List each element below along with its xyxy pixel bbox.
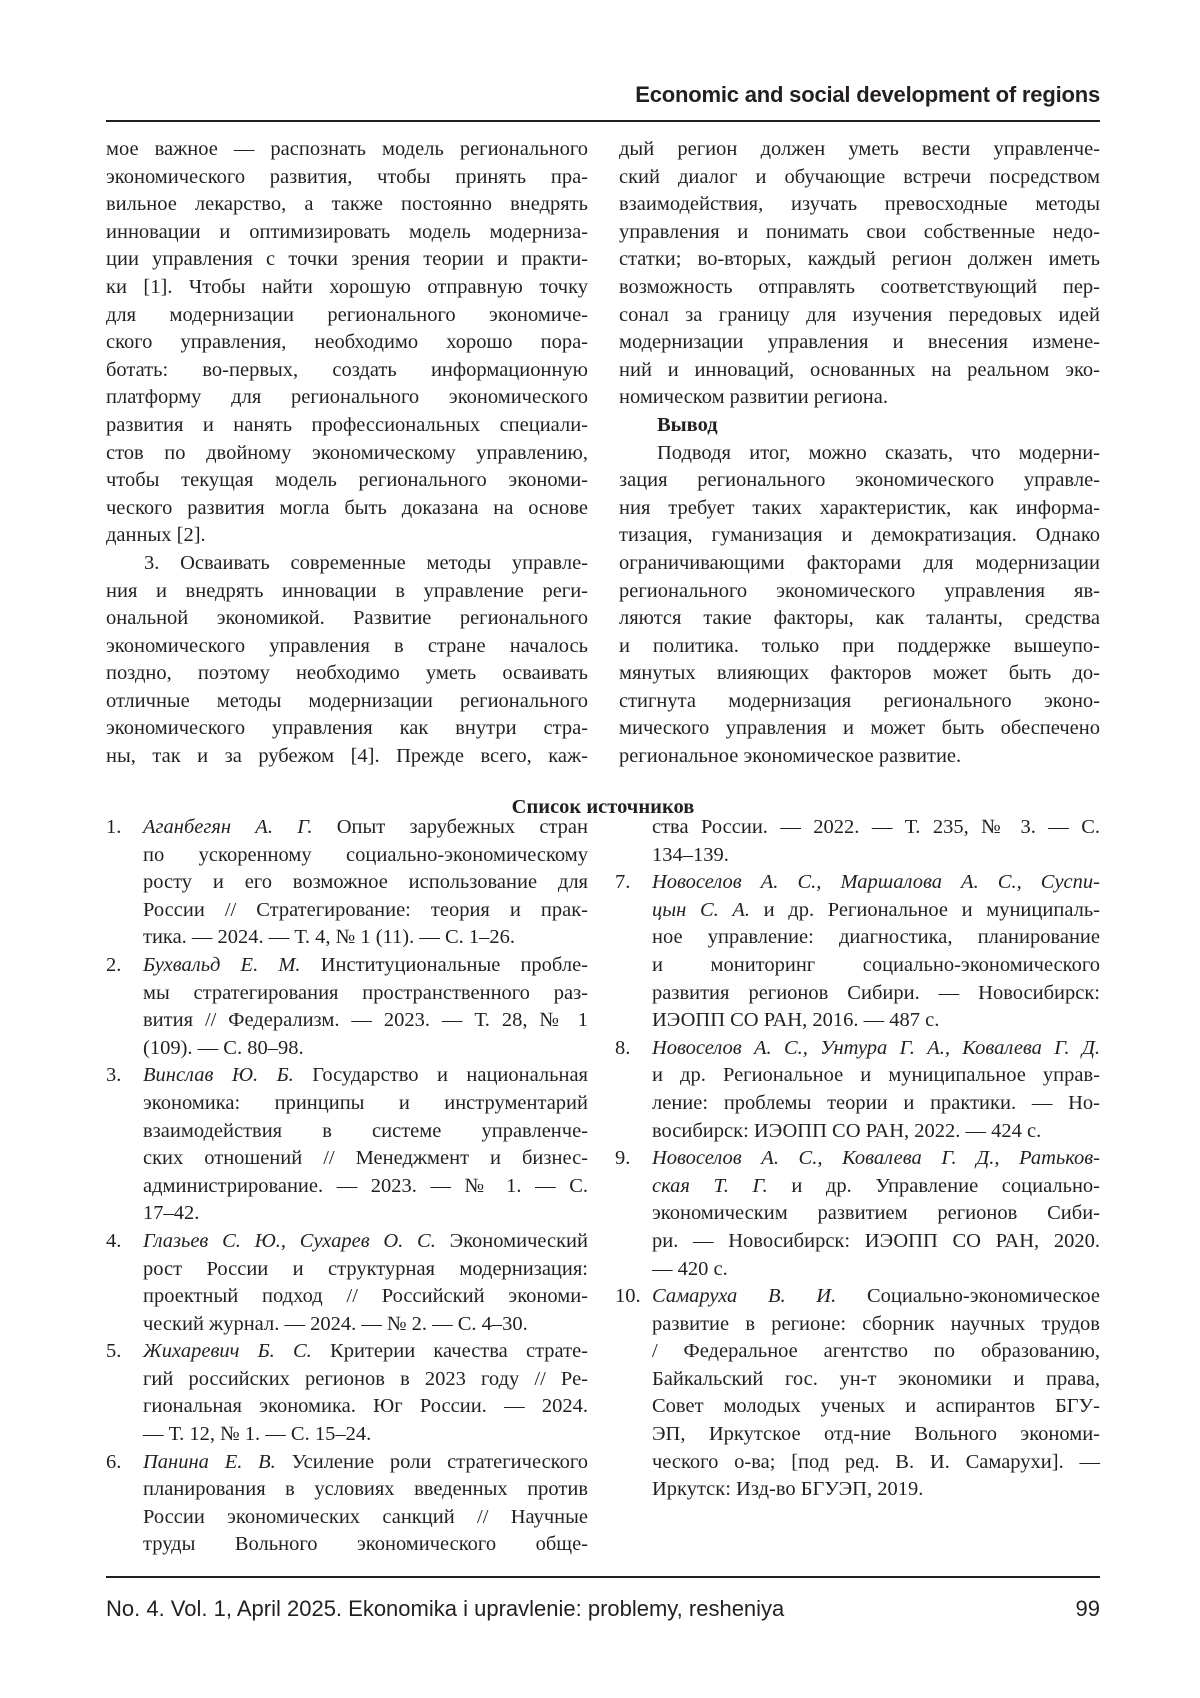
line-text: экономическим развитием регионов Сиби- — [652, 1202, 1100, 1224]
line-text: планирования в условиях введенных против — [143, 1478, 588, 1500]
reference-item — [615, 1283, 1100, 1504]
reference-number: 10. — [615, 1283, 641, 1311]
reference-authors: Винслав Ю. Б. — [143, 1064, 294, 1086]
line-text: стов по двойному экономическому управлению, — [106, 442, 588, 464]
text-line — [143, 814, 588, 842]
text-line — [106, 495, 588, 523]
text-line — [652, 1090, 1100, 1118]
reference-number: 8. — [615, 1035, 630, 1063]
line-text: ский диалог и обучающие встречи посредством — [619, 166, 1100, 188]
line-text: дый регион должен уметь вести управленче- — [619, 138, 1100, 160]
text-line — [652, 1145, 1100, 1173]
line-text: труды Вольного экономического обще- — [143, 1533, 588, 1555]
text-line — [619, 329, 1100, 357]
text-line — [106, 164, 588, 192]
text-line — [143, 1338, 588, 1366]
reference-authors: Жихаревич Б. С. — [143, 1340, 312, 1362]
text-line — [652, 869, 1100, 897]
line-text: инновации и оптимизировать модель модерниза- — [106, 221, 588, 243]
text-line — [106, 550, 588, 578]
line-text: гиональная экономика. Юг России. — 2024. — [143, 1395, 588, 1417]
text-line — [143, 980, 588, 1008]
reference-number: 6. — [106, 1449, 121, 1477]
line-text: гий российских регионов в 2023 году // Ре- — [143, 1368, 588, 1390]
line-text: Институциональные пробле- — [301, 954, 588, 976]
text-line — [652, 1311, 1100, 1339]
text-line — [106, 384, 588, 412]
text-line — [143, 869, 588, 897]
text-line — [143, 1200, 588, 1228]
line-text: росту и его возможное использование для — [143, 871, 588, 893]
text-line — [619, 357, 1100, 385]
line-text: рост России и структурная модернизация: — [143, 1258, 588, 1280]
references-right-column — [615, 814, 1100, 1504]
text-line — [143, 1145, 588, 1173]
text-line — [619, 219, 1100, 247]
line-text: ского управления, необходимо хорошо пора- — [106, 331, 588, 353]
text-line — [619, 467, 1100, 495]
reference-authors: Новоселов А. С., Унтура Г. А., Ковалева Г. Д. — [652, 1037, 1100, 1059]
text-line — [143, 1228, 588, 1256]
line-text: ческого о-ва; [под ред. В. И. Самарухи]. — — [652, 1451, 1100, 1473]
reference-number: 4. — [106, 1228, 121, 1256]
line-text: ограничивающими факторами для модернизации — [619, 552, 1100, 574]
line-text: региональное экономическое развитие. — [619, 745, 961, 767]
text-line — [619, 274, 1100, 302]
text-line — [106, 302, 588, 330]
line-text: и др. Региональное и муниципаль- — [750, 899, 1100, 921]
reference-authors: Бухвальд Е. М. — [143, 954, 301, 976]
line-text: ИЭОПП СО РАН, 2016. — 487 с. — [652, 1009, 939, 1031]
line-text: отличные методы модернизации регионального — [106, 690, 588, 712]
line-text: поздно, поэтому необходимо уметь осваивать — [106, 662, 588, 684]
line-text: 3. Осваивать современные методы управле- — [144, 552, 588, 574]
reference-number: 5. — [106, 1338, 121, 1366]
line-text: модернизации управления и внесения измене- — [619, 331, 1100, 353]
text-line — [143, 1311, 588, 1339]
line-text: ри. — Новосибирск: ИЭОПП СО РАН, 2020. — [652, 1230, 1100, 1252]
line-text: Социально-экономическое — [836, 1285, 1100, 1307]
page-number: 99 — [1076, 1596, 1100, 1622]
reference-item — [615, 869, 1100, 1035]
line-text: ботать: во-первых, создать информационную — [106, 359, 588, 381]
line-text: ление: проблемы теории и практики. — Но- — [652, 1092, 1100, 1114]
text-line — [106, 605, 588, 633]
line-text: номическом развитии региона. — [619, 386, 888, 408]
line-text: взаимодействия в системе управленче- — [143, 1120, 588, 1142]
line-text: зация регионального экономического управле- — [619, 469, 1100, 491]
text-line — [106, 191, 588, 219]
line-text: и мониторинг социально-экономического — [652, 954, 1100, 976]
text-line — [652, 1421, 1100, 1449]
text-line — [143, 842, 588, 870]
running-header: Economic and social development of regions — [635, 82, 1100, 108]
line-text: ческий журнал. — 2024. — № 2. — С. 4–30. — [143, 1313, 528, 1335]
line-text: регионального экономического управления яв- — [619, 580, 1100, 602]
line-text: экономического управления как внутри стра- — [106, 717, 588, 739]
text-line — [143, 1366, 588, 1394]
text-line — [106, 136, 588, 164]
text-line — [143, 1504, 588, 1532]
line-text: Иркутск: Изд-во БГУЭП, 2019. — [652, 1478, 923, 1500]
line-text: статки; во-вторых, каждый регион должен иметь — [619, 248, 1100, 270]
line-text: Совет молодых ученых и аспирантов БГУ- — [652, 1395, 1100, 1417]
line-text: развитие в регионе: сборник научных трудов — [652, 1313, 1100, 1335]
line-text: экономика: принципы и инструментарий — [143, 1092, 588, 1114]
text-line — [652, 1007, 1100, 1035]
line-text: / Федеральное агентство по образованию, — [652, 1340, 1100, 1362]
body-left-column — [106, 136, 588, 771]
text-line — [652, 1393, 1100, 1421]
line-text: по ускоренному социально-экономическому — [143, 844, 588, 866]
text-line — [619, 688, 1100, 716]
text-line — [106, 219, 588, 247]
line-text: сонал за границу для изучения передовых идей — [619, 304, 1100, 326]
line-text: ских отношений // Менеджмент и бизнес- — [143, 1147, 588, 1169]
text-line — [652, 1256, 1100, 1284]
line-text: ний и инноваций, основанных на реальном эко- — [619, 359, 1100, 381]
text-line — [106, 467, 588, 495]
reference-authors: Аганбегян А. Г. — [143, 816, 312, 838]
text-line — [143, 1256, 588, 1284]
line-text: управления и понимать свои собственные недо- — [619, 221, 1100, 243]
line-text: — Т. 12, № 1. — С. 15–24. — [143, 1423, 371, 1445]
line-text: 134–139. — [652, 844, 729, 866]
line-text: экономического управления в стране началось — [106, 635, 588, 657]
body-right-column — [619, 136, 1100, 771]
text-line — [143, 924, 588, 952]
text-line — [652, 1200, 1100, 1228]
text-line — [106, 329, 588, 357]
text-line — [106, 357, 588, 385]
line-text: и др. Управление социально- — [768, 1175, 1100, 1197]
line-text: ния и внедрять инновации в управление реги- — [106, 580, 588, 602]
text-line — [106, 440, 588, 468]
text-line — [143, 1476, 588, 1504]
text-line — [619, 136, 1100, 164]
line-text: Подводя итог, можно сказать, что модерни- — [657, 442, 1100, 464]
line-text: Экономический — [436, 1230, 588, 1252]
text-line — [106, 743, 588, 771]
text-line — [143, 1007, 588, 1035]
text-line — [652, 952, 1100, 980]
line-text: экономического развития, чтобы принять пра- — [106, 166, 588, 188]
line-text: для модернизации регионального экономиче- — [106, 304, 588, 326]
reference-authors: Новоселов А. С., Маршалова А. С., Суспи- — [652, 871, 1100, 893]
reference-item — [615, 1035, 1100, 1145]
line-text: Усиление роли стратегического — [276, 1451, 588, 1473]
text-line — [619, 578, 1100, 606]
text-line — [106, 412, 588, 440]
text-line — [652, 1228, 1100, 1256]
reference-item — [106, 1449, 588, 1559]
line-text: взаимодействия, изучать превосходные методы — [619, 193, 1100, 215]
line-text: развития регионов Сибири. — Новосибирск: — [652, 982, 1100, 1004]
text-line — [143, 1062, 588, 1090]
references-left-column — [106, 814, 588, 1559]
reference-number: 9. — [615, 1145, 630, 1173]
line-text: ляются такие факторы, как таланты, средства — [619, 607, 1100, 629]
line-text: мянутых влияющих факторов может быть до- — [619, 662, 1100, 684]
reference-number: 1. — [106, 814, 121, 842]
line-text: Вывод — [657, 414, 718, 436]
reference-authors: цын С. А. — [652, 899, 750, 921]
text-line — [652, 1366, 1100, 1394]
text-line — [143, 1449, 588, 1477]
reference-authors: Самаруха В. И. — [652, 1285, 836, 1307]
text-line — [619, 550, 1100, 578]
line-text: ное управление: диагностика, планирование — [652, 926, 1100, 948]
text-line — [143, 1173, 588, 1201]
line-text: и политика. только при поддержке вышеупо- — [619, 635, 1100, 657]
line-text: Байкальский гос. ун-т экономики и права, — [652, 1368, 1100, 1390]
text-line — [143, 1090, 588, 1118]
text-line — [143, 897, 588, 925]
line-text: ки [1]. Чтобы найти хорошую отправную точку — [106, 276, 588, 298]
reference-authors: Новоселов А. С., Ковалева Г. Д., Ратьков- — [652, 1147, 1100, 1169]
line-text: ЭП, Иркутское отд-ние Вольного экономи- — [652, 1423, 1100, 1445]
text-line — [619, 191, 1100, 219]
line-text: Критерии качества страте- — [312, 1340, 588, 1362]
line-text: и др. Региональное и муниципальное управ- — [652, 1064, 1100, 1086]
reference-authors: ская Т. Г. — [652, 1175, 768, 1197]
line-text: Опыт зарубежных стран — [312, 816, 588, 838]
line-text: России // Стратегирование: теория и прак- — [143, 899, 588, 921]
line-text: ции управления с точки зрения теории и практи- — [106, 248, 588, 270]
text-line — [143, 952, 588, 980]
line-text: — 420 с. — [652, 1258, 728, 1280]
reference-item — [106, 952, 588, 1062]
text-line — [619, 384, 1100, 412]
text-line — [143, 1118, 588, 1146]
line-text: ческого развития могла быть доказана на основе — [106, 497, 588, 519]
header-rule — [106, 120, 1100, 122]
text-line — [652, 980, 1100, 1008]
line-text: администрирование. — 2023. — № 1. — С. — [143, 1175, 588, 1197]
references-title: Список источников — [106, 794, 1100, 822]
text-line — [652, 1449, 1100, 1477]
line-text: ональной экономикой. Развитие регионального — [106, 607, 588, 629]
text-line — [652, 842, 1100, 870]
reference-authors: Панина Е. В. — [143, 1451, 276, 1473]
text-line — [143, 1531, 588, 1559]
text-line — [106, 633, 588, 661]
text-line — [619, 660, 1100, 688]
line-text: платформу для регионального экономического — [106, 386, 588, 408]
reference-item — [106, 1062, 588, 1228]
line-text: тика. — 2024. — Т. 4, № 1 (11). — С. 1–26. — [143, 926, 515, 948]
section-heading — [619, 412, 1100, 440]
line-text: вития // Федерализм. — 2023. — Т. 28, № 1 — [143, 1009, 588, 1031]
text-line — [106, 522, 588, 550]
text-line — [619, 605, 1100, 633]
text-line — [106, 660, 588, 688]
text-line — [619, 440, 1100, 468]
line-text: тизация, гуманизация и демократизация. Однако — [619, 524, 1100, 546]
reference-item — [106, 814, 588, 952]
text-line — [652, 1338, 1100, 1366]
line-text: мое важное — распознать модель регионального — [106, 138, 588, 160]
reference-item — [615, 1145, 1100, 1283]
line-text: восибирск: ИЭОПП СО РАН, 2022. — 424 с. — [652, 1120, 1041, 1142]
text-line — [619, 302, 1100, 330]
line-text: возможность отправлять соответствующий пер- — [619, 276, 1100, 298]
line-text: ства России. — 2022. — Т. 235, № 3. — С. — [652, 816, 1100, 838]
text-line — [652, 1062, 1100, 1090]
text-line — [652, 1283, 1100, 1311]
reference-item — [106, 1338, 588, 1448]
reference-number: 7. — [615, 869, 630, 897]
reference-authors: Глазьев С. Ю., Сухарев О. С. — [143, 1230, 436, 1252]
text-line — [619, 715, 1100, 743]
reference-number: 3. — [106, 1062, 121, 1090]
text-line — [652, 1118, 1100, 1146]
text-line — [106, 578, 588, 606]
line-text: данных [2]. — [106, 524, 206, 546]
line-text: развития и нанять профессиональных специали- — [106, 414, 588, 436]
line-text: чтобы текущая модель регионального экономи- — [106, 469, 588, 491]
text-line — [143, 1393, 588, 1421]
line-text: России экономических санкций // Научные — [143, 1506, 588, 1528]
text-line — [143, 1283, 588, 1311]
footer-rule — [106, 1576, 1100, 1578]
text-line — [619, 495, 1100, 523]
text-line — [652, 814, 1100, 842]
line-text: 17–42. — [143, 1202, 199, 1224]
text-line — [619, 164, 1100, 192]
text-line — [619, 743, 1100, 771]
line-text: ния требует таких характеристик, как информа- — [619, 497, 1100, 519]
line-text: мического управления и может быть обеспечено — [619, 717, 1100, 739]
reference-item — [106, 1228, 588, 1338]
text-line — [652, 897, 1100, 925]
line-text: Государство и национальная — [294, 1064, 588, 1086]
text-line — [652, 1476, 1100, 1504]
text-line — [652, 1035, 1100, 1063]
text-line — [106, 688, 588, 716]
text-line — [619, 633, 1100, 661]
text-line — [652, 924, 1100, 952]
line-text: проектный подход // Российский экономи- — [143, 1285, 588, 1307]
text-line — [652, 1173, 1100, 1201]
text-line — [106, 246, 588, 274]
reference-number: 2. — [106, 952, 121, 980]
line-text: стигнута модернизация регионального эконо- — [619, 690, 1100, 712]
text-line — [619, 522, 1100, 550]
text-line — [143, 1035, 588, 1063]
text-line — [619, 246, 1100, 274]
line-text: (109). — С. 80–98. — [143, 1037, 304, 1059]
text-line — [143, 1421, 588, 1449]
line-text: ны, так и за рубежом [4]. Прежде всего, каж- — [106, 745, 588, 767]
line-text: мы стратегирования пространственного раз- — [143, 982, 588, 1004]
text-line — [106, 715, 588, 743]
text-line — [106, 274, 588, 302]
reference-item — [615, 814, 1100, 869]
footer-citation: No. 4. Vol. 1, April 2025. Ekonomika i upravlenie: problemy, resheniya — [106, 1596, 784, 1622]
line-text: вильное лекарство, а также постоянно внедрять — [106, 193, 588, 215]
